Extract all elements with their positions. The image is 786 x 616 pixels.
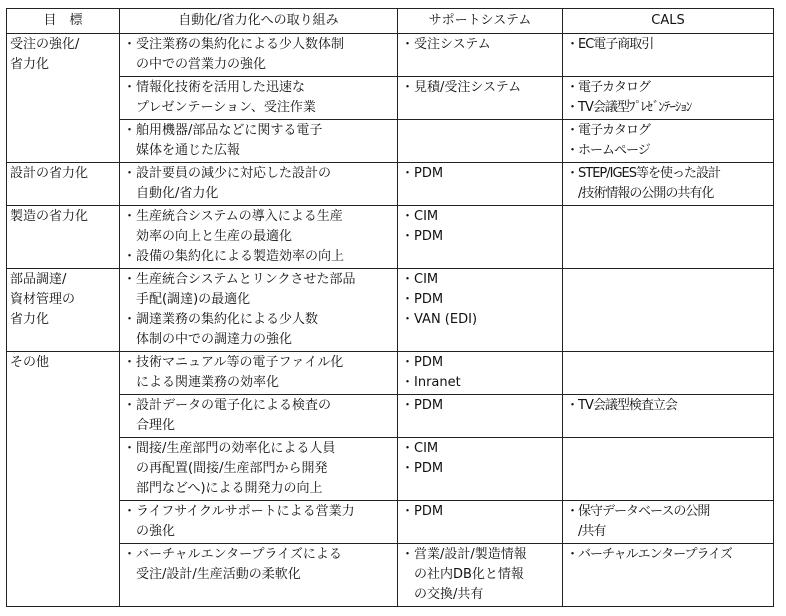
header-support-system: サポートシステム: [398, 9, 563, 34]
effort-cell: [120, 206, 398, 269]
effort-cell-line: の中での営業力の強化: [123, 57, 267, 72]
effort-cell: [120, 34, 398, 77]
support-cell-line: ・見積/受注システム: [401, 80, 522, 95]
effort-cell-line: プレゼンテーション、受注作業: [123, 100, 316, 115]
effort-cell: [120, 395, 398, 438]
effort-cell: [120, 438, 398, 501]
cals-cell-line: ・TV会議型ﾌﾟﾚｾﾞﾝﾃｰｼｮﾝ: [566, 100, 692, 115]
support-cell-line: ・CIM: [401, 209, 439, 224]
cals-cell-line: ・保守データベースの公開: [566, 504, 710, 519]
support-cell: [398, 269, 563, 352]
support-cell-line: ・VAN (EDI): [401, 312, 478, 327]
cals-cell: [563, 352, 774, 395]
table-row: [7, 438, 774, 501]
effort-cell: [120, 77, 398, 120]
cals-cell-line: ・TV会議型検査立会: [566, 398, 677, 413]
cals-cell-line: ・STEP/IGES等を使った設計: [566, 166, 720, 181]
effort-cell: [120, 269, 398, 352]
cals-cell-line: /共有: [566, 524, 606, 539]
support-cell-line: ・PDM: [401, 504, 444, 519]
support-cell: [398, 77, 563, 120]
goal-cell-line: その他: [10, 355, 50, 370]
cals-cell: [563, 501, 774, 544]
effort-cell-line: ・ライフサイクルサポートによる営業力: [123, 504, 355, 519]
effort-cell-line: ・間接/生産部門の効率化による人員: [123, 441, 336, 456]
cals-cell: [563, 77, 774, 120]
support-cell: [398, 438, 563, 501]
effort-cell-line: 自動化/省力化: [123, 186, 219, 201]
support-cell-line: ・PDM: [401, 355, 444, 370]
goal-cell-line: 省力化: [10, 57, 50, 72]
effort-cell-line: ・受注業務の集約化による少人数体制: [123, 37, 345, 52]
table-row: [7, 34, 774, 77]
table-row: [7, 395, 774, 438]
goal-cell: [7, 34, 120, 163]
effort-cell-line: 体制の中での調達力の強化: [123, 332, 293, 347]
table-row: [7, 269, 774, 352]
goal-cell-line: 省力化: [10, 312, 50, 327]
header-efforts: 自動化/省力化への取り組み: [120, 9, 398, 34]
effort-cell-line: 受注/設計/生産活動の柔軟化: [123, 567, 301, 582]
table-row: [7, 352, 774, 395]
effort-cell-line: ・設計要員の減少に対応した設計の: [123, 166, 332, 181]
goal-cell-line: 部品調達/: [10, 272, 67, 287]
cals-cell: [563, 269, 774, 352]
effort-cell-line: 媒体を通じた広報: [123, 143, 241, 158]
table-row: [7, 120, 774, 163]
effort-cell: [120, 163, 398, 206]
table-row: [7, 501, 774, 544]
support-cell-line: ・PDM: [401, 166, 444, 181]
table-row: [7, 163, 774, 206]
table-row: [7, 206, 774, 269]
effort-cell-line: 効率の向上と生産の最適化: [123, 229, 293, 244]
effort-cell-line: の再配置(間接/生産部門から開発: [123, 461, 328, 476]
effort-cell-line: 部門などへ)による開発力の向上: [123, 481, 323, 496]
header-cals: CALS: [563, 9, 774, 34]
support-cell-line: ・PDM: [401, 292, 444, 307]
effort-cell-line: ・調達業務の集約化による少人数: [123, 312, 319, 327]
header-row: [7, 9, 774, 34]
cals-cell-line: ・EC電子商取引: [566, 37, 654, 52]
support-cell-line: ・PDM: [401, 398, 444, 413]
effort-cell-line: ・設備の集約化による製造効率の向上: [123, 249, 345, 264]
effort-cell-line: ・舶用機器/部品などに関する電子: [123, 123, 323, 138]
effort-cell-line: 手配(調達)の最適化: [123, 292, 251, 307]
effort-cell-line: 合理化: [123, 418, 176, 433]
support-cell: [398, 163, 563, 206]
effort-cell-line: ・設計データの電子化による検査の: [123, 398, 332, 413]
cals-cell: [563, 395, 774, 438]
support-cell: [398, 120, 563, 163]
effort-cell-line: の強化: [123, 524, 176, 539]
effort-cell-line: ・生産統合システムの導入による生産: [123, 209, 343, 224]
effort-cell-line: ・生産統合システムとリンクさせた部品: [123, 272, 356, 287]
cals-cell: [563, 34, 774, 77]
cals-cell-line: ・ホームページ: [566, 143, 650, 158]
cals-cell: [563, 120, 774, 163]
strategy-table: [6, 8, 774, 607]
support-cell-line: ・CIM: [401, 441, 439, 456]
effort-cell-line: による関連業務の効率化: [123, 375, 280, 390]
effort-cell: [120, 352, 398, 395]
goal-cell: [7, 269, 120, 352]
header-goal: 目 標: [7, 9, 120, 34]
goal-cell-line: 製造の省力化: [10, 209, 89, 224]
cals-cell: [563, 163, 774, 206]
support-cell: [398, 206, 563, 269]
cals-cell-line: ・電子カタログ: [566, 123, 651, 138]
support-cell-line: ・Inranet: [401, 375, 461, 390]
support-cell: [398, 395, 563, 438]
effort-cell: [120, 120, 398, 163]
support-cell-line: ・CIM: [401, 272, 439, 287]
cals-cell: [563, 438, 774, 501]
table-row: [7, 77, 774, 120]
support-cell-line: の社内DB化と情報: [401, 567, 524, 582]
support-cell: [398, 544, 563, 607]
goal-cell: [7, 163, 120, 206]
table-row: [7, 544, 774, 607]
cals-cell-line: ・バーチャルエンタープライズ: [566, 547, 732, 562]
cals-cell-line: /技術情報の公開の共有化: [566, 186, 714, 201]
goal-cell-line: 設計の省力化: [10, 166, 89, 181]
support-cell-line: の交換/共有: [401, 587, 484, 602]
support-cell-line: ・営業/設計/製造情報: [401, 547, 527, 562]
cals-cell: [563, 206, 774, 269]
effort-cell-line: ・バーチャルエンタープライズによる: [123, 547, 342, 562]
support-cell-line: ・受注システム: [401, 37, 491, 52]
effort-cell-line: ・技術マニュアル等の電子ファイル化: [123, 355, 344, 370]
goal-cell-line: 資材管理の: [10, 292, 76, 307]
effort-cell: [120, 544, 398, 607]
cals-cell: [563, 544, 774, 607]
effort-cell-line: ・情報化技術を活用した迅速な: [123, 80, 306, 95]
support-cell: [398, 501, 563, 544]
goal-cell: [7, 206, 120, 269]
goal-cell: [7, 352, 120, 607]
support-cell: [398, 34, 563, 77]
support-cell: [398, 352, 563, 395]
support-cell-line: ・PDM: [401, 229, 444, 244]
support-cell-line: ・PDM: [401, 461, 444, 476]
effort-cell: [120, 501, 398, 544]
goal-cell-line: 受注の強化/: [10, 37, 80, 52]
cals-cell-line: ・電子カタログ: [566, 80, 651, 95]
